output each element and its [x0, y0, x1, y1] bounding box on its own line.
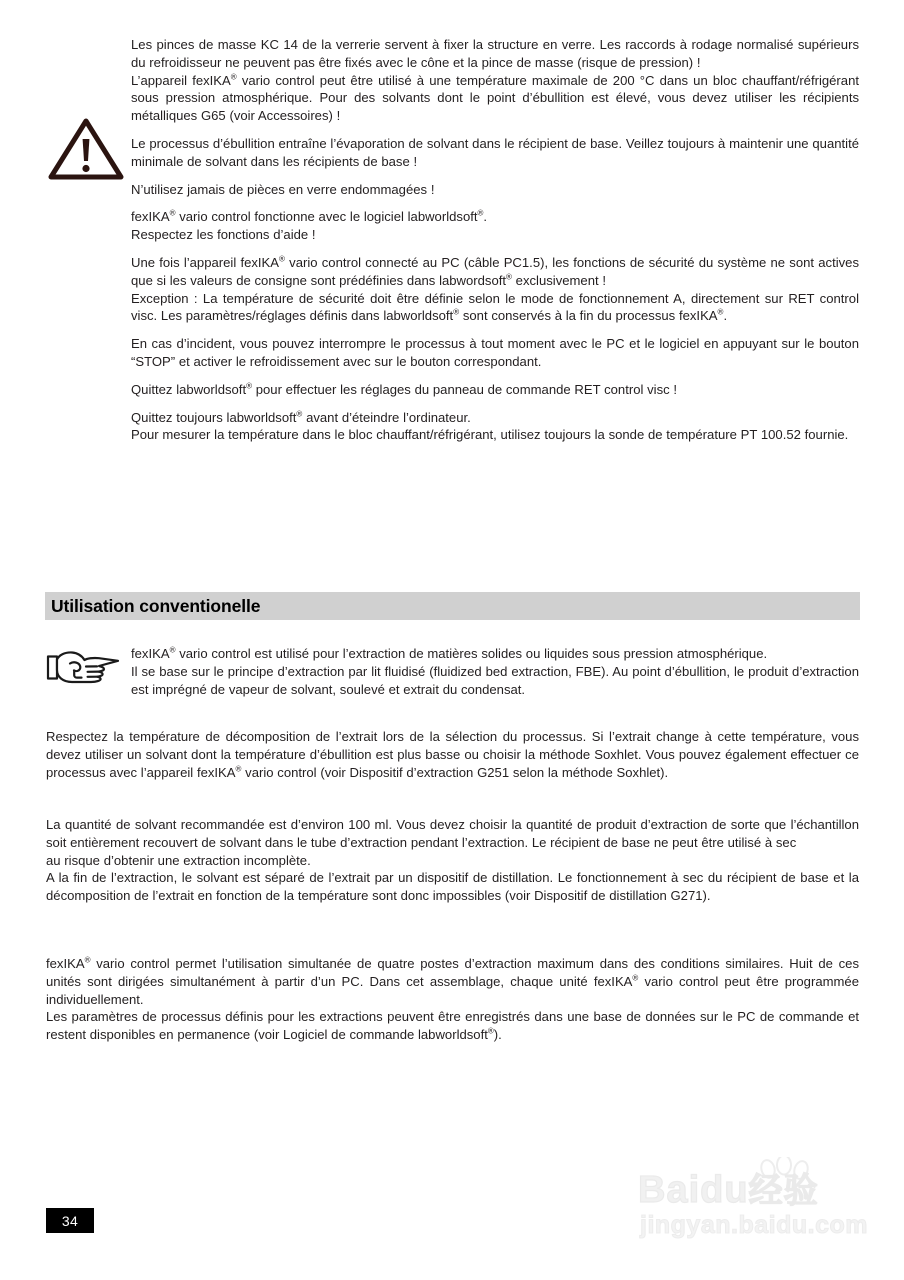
body-paragraph-6: Les paramètres de processus définis pour les extractions peuvent être enregistrés dans une base de données sur le PC de commande et restent disponibles en permanence (voir Logiciel de commande labworldsoft®). [46, 1009, 859, 1043]
registered-trademark-mark: ® [477, 209, 484, 219]
registered-trademark-mark: ® [279, 254, 285, 264]
note-paragraph-2: Il se base sur le principe d’extraction par lit fluidisé (fluidized bed extraction, FBE). Au point d’ébullition, le produit d’extraction est imprégné de vapeur de solvant, soulevé et extrait du condensat. [131, 663, 859, 697]
warning-paragraph-10: Quittez labworldsoft® pour effectuer les réglages du panneau de commande RET control visc ! [131, 381, 678, 397]
page-number-badge [46, 1208, 94, 1233]
registered-trademark-mark: ® [453, 308, 460, 317]
warning-paragraph-11: Quittez toujours labworldsoft® avant d’éteindre l’ordinateur. [131, 409, 471, 425]
registered-trademark-mark: ® [296, 409, 303, 419]
note-paragraph-1: fexIKA® vario control est utilisé pour l’extraction de matières solides ou liquides sous pression atmosphérique. [131, 645, 768, 661]
warning-paragraph-5: fexIKA® vario control fonctionne avec le logiciel labworldsoft®. [131, 209, 488, 225]
registered-trademark-mark: ® [487, 1026, 494, 1036]
baidu-watermark [638, 1163, 888, 1245]
registered-trademark-mark: ® [230, 72, 237, 82]
page-number-label: 34 [61, 1212, 79, 1229]
warning-paragraph-6: Respectez les fonctions d’aide ! [131, 227, 316, 243]
section-heading-band [45, 592, 860, 620]
body-paragraph-3: au risque d’obtenir une extraction incomplète. [46, 852, 311, 868]
baidu-brand-latin: Bai [638, 1169, 701, 1211]
body-paragraph-4: A la fin de l’extraction, le solvant est séparé de l’extrait par un dispositif de distillation. Le fonctionnement à sec du récipient de base et la décomposition de l’extrait en fonction de la température sont donc impossibles (voir Dispositif de distillation G271). [46, 870, 859, 904]
warning-paragraph-12: Pour mesurer la température dans le bloc chauffant/réfrigérant, utilisez toujours la sonde de température PT 100.52 fournie. [131, 427, 849, 443]
body-paragraph-5: fexIKA® vario control permet l’utilisation simultanée de quatre postes d’extraction maximum dans des conditions similaires. Huit de ces unités sont dirigées simultanément à partir d’un PC. Dans cet assemblage, chaque unité fexIKA® vario control peut être programmée individuellement. [46, 955, 859, 1007]
warning-paragraph-9: En cas d’incident, vous pouvez interrompre le processus à tout moment avec le PC et le logiciel en appuyant sur le bouton “STOP” et activer le refroidissement avec sur le bouton correspondant. [131, 336, 859, 369]
registered-trademark-mark: ® [235, 764, 242, 774]
registered-trademark-mark: ® [169, 645, 176, 655]
body-block-1 [46, 728, 859, 781]
warning-paragraph-1: Les pinces de masse KC 14 de la verrerie servent à fixer la structure en verre. Les raccords à rodage normalisé supérieurs du refroidisseur ne peuvent pas être fixés avec le cône et la pince de masse (risque de pression) ! [131, 37, 859, 70]
baidu-brand-du: du [700, 1169, 749, 1211]
registered-trademark-mark: ® [84, 955, 91, 965]
body-block-2 [46, 816, 859, 905]
warning-text-column [131, 36, 859, 444]
note-text-column [131, 645, 859, 698]
registered-trademark-mark: ® [632, 973, 639, 983]
registered-trademark-mark: ® [506, 272, 512, 282]
registered-trademark-mark: ® [169, 209, 176, 219]
registered-trademark-mark: ® [717, 308, 724, 317]
section-heading-label: Utilisation conventionelle [51, 595, 261, 616]
warning-paragraph-4: N’utilisez jamais de pièces en verre endommagées ! [131, 181, 435, 197]
baidu-brand-cn: 经验 [748, 1171, 819, 1211]
warning-paragraph-2: L’appareil fexIKA® vario control peut être utilisé à une température maximale de 200 °C dans un bloc chauffant/réfrigérant sous pression atmosphérique. Pour des solvants dont le point d’ébullition est élevé, vous devez utiliser les récipients métalliques G65 (voir Accessoires) ! [131, 72, 859, 124]
body-block-3 [46, 955, 859, 1044]
baidu-paw-icon [756, 1157, 814, 1191]
body-paragraph-2: La quantité de solvant recommandée est d’environ 100 ml. Vous devez choisir la quantité de produit d’extraction de sorte que l’échantillon soit entièrement recouvert de solvant dans le tube d’extraction pendant l’extraction. Le récipient de base ne peut être utilisé à sec [46, 817, 859, 850]
warning-paragraph-7: Une fois l’appareil fexIKA® vario control connecté au PC (câble PC1.5), les fonctions de sécurité du système ne sont actives que si les valeurs de consigne sont prédéfinies dans labwordsoft® exclusivement ! [131, 254, 859, 288]
warning-paragraph-3: Le processus d’ébullition entraîne l’évaporation de solvant dans le récipient de base. Veillez toujours à maintenir une quantité minimale de solvant dans les récipients de base ! [131, 135, 859, 169]
body-paragraph-1: Respectez la température de décomposition de l’extrait lors de la sélection du processus. Si l’extrait change à cette température, vous devez utiliser un solvant dont la température d’ébullition est plus basse ou choisir la méthode Soxhlet. Vous pouvez également effectuer ce processus avec l’appareil fexIKA® vario control (voir Dispositif d’extraction G251 selon la méthode Soxhlet). [46, 729, 859, 780]
registered-trademark-mark: ® [246, 381, 252, 391]
baidu-watermark-url: jingyan.baidu.com [640, 1211, 868, 1239]
baidu-wordmark [638, 1163, 819, 1212]
warning-triangle-icon [48, 118, 124, 180]
pointing-hand-icon [46, 648, 122, 688]
warning-paragraph-8: Exception : La température de sécurité doit être définie selon le mode de fonctionnement A, directement sur RET control visc. Les paramètres/réglages définis dans labworldsoft® sont conservés à la fin du processus fexIKA®. [131, 290, 859, 324]
